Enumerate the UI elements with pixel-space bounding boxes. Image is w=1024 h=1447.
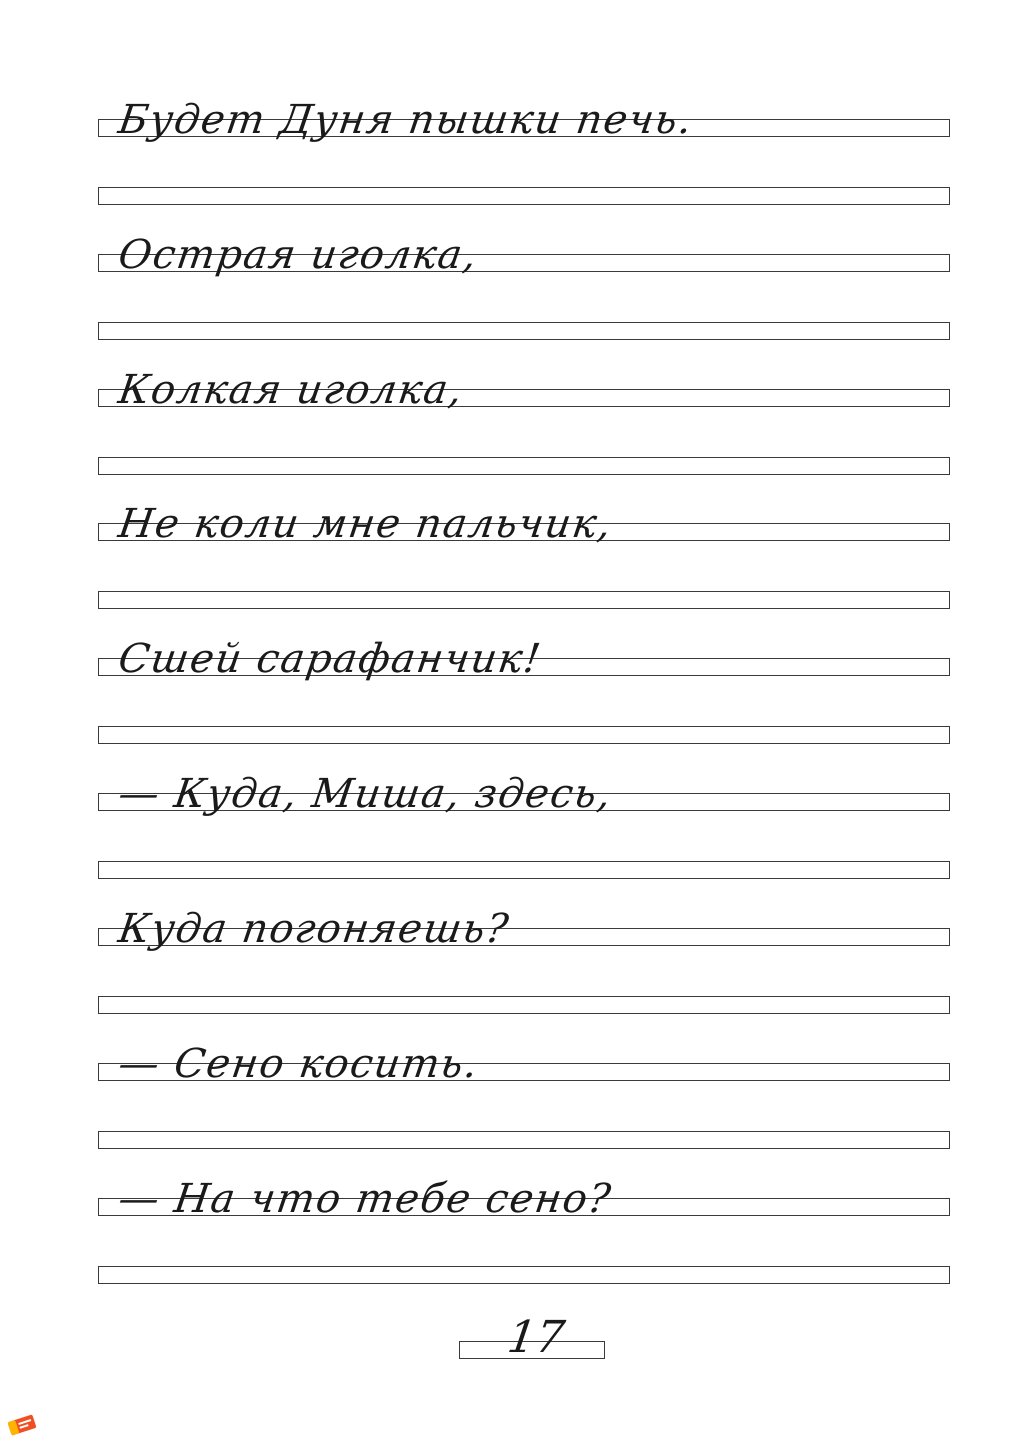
handwritten-line-9: — На что тебе сено? — [115, 1176, 615, 1222]
handwritten-line-2: Острая иголка, — [115, 232, 481, 278]
handwritten-line-5: Сшей сарафанчик! — [115, 636, 545, 682]
practice-line — [98, 861, 950, 879]
practice-line — [98, 1266, 950, 1284]
handwritten-line-6: — Куда, Миша, здесь, — [115, 771, 616, 817]
handwritten-line-8: — Сено косить. — [115, 1041, 482, 1087]
practice-line — [98, 187, 950, 205]
practice-line — [98, 1131, 950, 1149]
practice-line — [98, 457, 950, 475]
practice-line — [98, 726, 950, 744]
practice-line — [98, 996, 950, 1014]
handwritten-line-7: Куда погоняешь? — [115, 906, 513, 952]
page-number: 17 — [504, 1312, 568, 1363]
practice-line — [98, 591, 950, 609]
publisher-logo-icon — [4, 1410, 40, 1440]
handwritten-line-1: Будет Дуня пышки печь. — [115, 97, 696, 143]
handwritten-line-4: Не коли мне пальчик, — [115, 501, 616, 547]
handwritten-line-3: Колкая иголка, — [115, 367, 467, 413]
practice-line — [98, 322, 950, 340]
